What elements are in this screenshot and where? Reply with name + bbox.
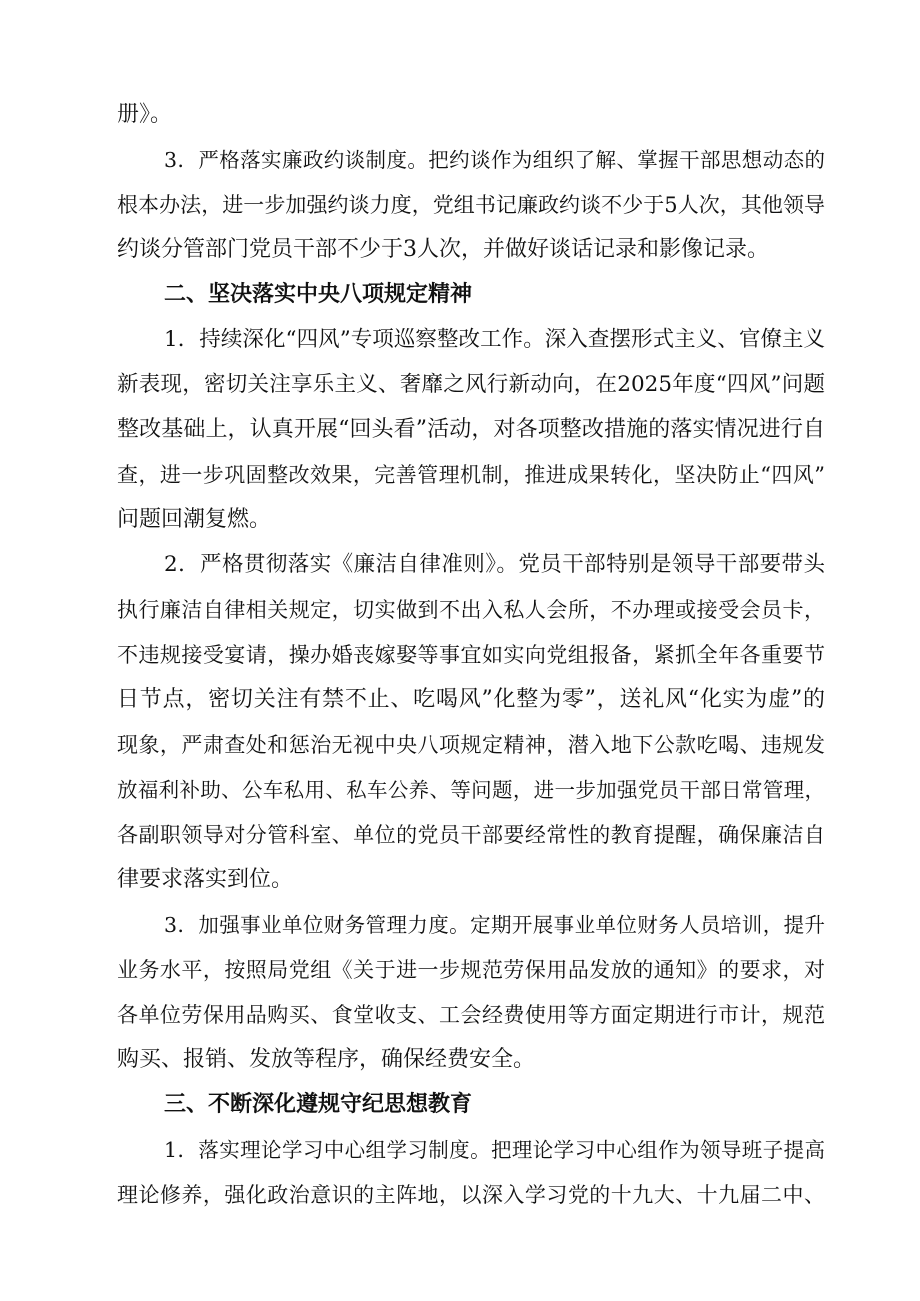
text-line: 整改基础上，认真开展“回头看”活动，对各项整改措施的落实情况进行自 — [117, 417, 825, 442]
text-line: 2．严格贯彻落实《廉洁自律准则》。党员干部特别是领导干部要带头 — [164, 552, 825, 577]
text-line: 约谈分管部门党员干部不少于3人次，并做好谈话记录和影像记录。 — [117, 237, 769, 262]
text-line: 现象，严肃查处和惩治无视中央八项规定精神，潜入地下公款吃喝、违规发 — [117, 733, 825, 757]
text-line: 放福利补助、公车私用、私车公养、等问题，进一步加强党员干部日常管理， — [117, 778, 825, 802]
text-line: 购买、报销、发放等程序，确保经费安全。 — [117, 1047, 536, 1072]
text-line: 新表现，密切关注享乐主义、奢靡之风行新动向，在2025年度“四风”问题 — [117, 372, 825, 397]
text-line: 律要求落实到位。 — [117, 867, 294, 892]
text-line: 3．加强事业单位财务管理力度。定期开展事业单位财务人员培训，提升 — [164, 913, 825, 937]
text-line: 业务水平，按照局党组《关于进一步规范劳保用品发放的通知》的要求，对 — [117, 958, 825, 982]
text-line: 问题回潮复燃。 — [117, 507, 272, 532]
section-heading: 三、不断深化遵规守纪思想教育 — [164, 1092, 473, 1117]
text-line: 册》。 — [117, 102, 173, 127]
text-line: 执行廉洁自律相关规定，切实做到不出入私人会所，不办理或接受会员卡， — [117, 598, 825, 622]
text-line: 查，进一步巩固整改效果，完善管理机制，推进成果转化，坚决防止“四风” — [117, 463, 825, 487]
text-line: 不违规接受宴请，操办婚丧嫁娶等事宜如实向党组报备，紧抓全年各重要节 — [117, 643, 825, 667]
text-line: 日节点，密切关注有禁不止、吃喝风”化整为零”，送礼风“化实为虚”的 — [117, 687, 825, 712]
text-line: 1．落实理论学习中心组学习制度。把理论学习中心组作为领导班子提高 — [164, 1138, 825, 1162]
text-line: 理论修养，强化政治意识的主阵地，以深入学习党的十九大、十九届二中、 — [117, 1183, 825, 1207]
section-heading: 二、坚决落实中央八项规定精神 — [164, 282, 473, 307]
text-line: 根本办法，进一步加强约谈力度，党组书记廉政约谈不少于5人次，其他领导 — [117, 193, 825, 217]
text-line: 1．持续深化“四风”专项巡察整改工作。深入查摆形式主义、官僚主义 — [164, 327, 825, 352]
text-line: 各单位劳保用品购买、食堂收支、工会经费使用等方面定期进行市计，规范 — [117, 1003, 825, 1027]
text-line: 各副职领导对分管科室、单位的党员干部要经常性的教育提醒，确保廉洁自 — [117, 823, 825, 847]
text-line: 3．严格落实廉政约谈制度。把约谈作为组织了解、掌握干部思想动态的 — [164, 148, 825, 172]
